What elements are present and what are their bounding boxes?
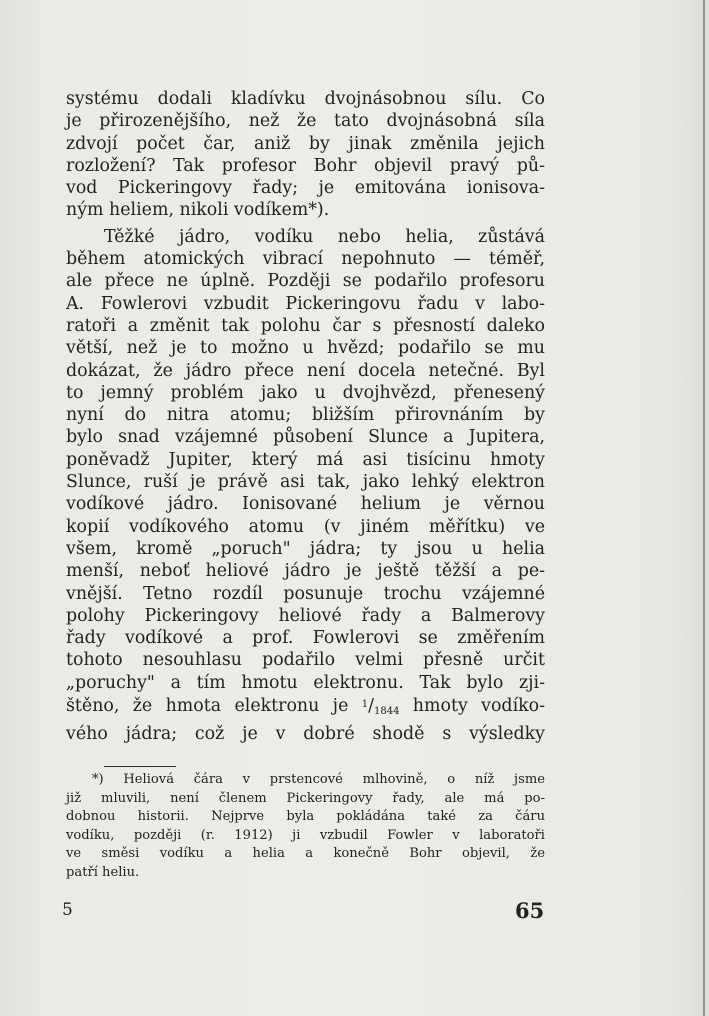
text-line: ným heliem, nikoli vodíkem*).	[66, 200, 330, 221]
text-line: vnější. Tetno rozdíl posunuje trochu vzájemné	[66, 583, 545, 604]
text-line: všem, kromě „poruch" jádra; ty jsou u helia	[66, 538, 545, 559]
text-line: to jemný problém jako u dvojhvězd, přenesený	[66, 382, 545, 403]
text-line: ratoři a změnit tak polohu čar s přesností daleko	[66, 315, 545, 336]
text-line: menší, neboť heliové jádro je ještě těžší a pe-	[66, 561, 545, 582]
text-line: kopií vodíkového atomu (v jiném měřítku) ve	[66, 516, 545, 537]
fraction-numerator: 1	[361, 699, 369, 711]
text-fragment: štěno, že hmota elektronu je	[66, 696, 349, 717]
footnote-line: patří heliu.	[66, 864, 140, 880]
page-edge	[703, 0, 705, 1016]
text-line: během atomických vibrací nepohnuto — téměř,	[66, 249, 545, 270]
text-line: zdvojí počet čar, aniž by jinak změnila jejich	[66, 133, 545, 154]
text-fragment: hmoty vodíko-	[399, 696, 546, 717]
text-line: větší, než je to možno u hvězd; podařilo se mu	[66, 338, 545, 359]
text-line: dokázat, že jádro přece není docela netečné. Byl	[66, 360, 545, 381]
footnote-line: ve směsi vodíku a helia a konečně Bohr objevil, že	[66, 846, 545, 861]
paragraph-2	[66, 226, 545, 746]
text-line: je přirozenějšího, než že tato dvojnásobná síla	[66, 111, 545, 132]
text-line: systému dodali kladívku dvojnásobnou sílu. Co	[66, 89, 545, 109]
body-text	[66, 88, 545, 746]
footnote-line: již mluvili, není členem Pickeringovy řady, ale má po-	[66, 790, 545, 806]
page-number: 65	[515, 898, 545, 923]
text-line: bylo snad vzájemné působení Slunce a Jupitera,	[66, 427, 545, 448]
text-line: rozložení? Tak profesor Bohr objevil pravý pů-	[66, 155, 545, 176]
text-line: nyní do nitra atomu; bližším přirovnáním by	[66, 405, 545, 426]
text-line: polohy Pickeringovy heliové řady a Balmerovy	[66, 605, 545, 626]
paragraph-1	[66, 88, 545, 222]
text-line: vodíkové jádro. Ionisované helium je věrnou	[66, 494, 545, 515]
text-line: „poruchy" a tím hmotu elektronu. Tak bylo zji-	[66, 672, 545, 693]
text-line: A. Fowlerovi vzbudit Pickeringovu řadu v labo-	[66, 293, 545, 314]
text-line: poněvadž Jupiter, který má asi tisícinu hmoty	[66, 449, 545, 470]
fraction-denominator: 1844	[373, 706, 400, 718]
signature-mark: 5	[62, 900, 73, 920]
footnote-line: vodíku, později (r. 1912) ji vzbudil Fowler v laboratoři	[66, 827, 545, 843]
text-line: vod Pickeringovy řady; je emitována ionisova-	[66, 178, 545, 199]
footnote-line: dobnou historii. Nejprve byla pokládána také za čáru	[66, 809, 545, 824]
text-line: tohoto nesouhlasu podařilo velmi přesně určit	[66, 650, 545, 671]
text-line: ale přece ne úplně. Později se podařilo profesoru	[66, 271, 545, 292]
footnote-line: *) Heliová čára v prstencové mlhovině, o níž jsme	[92, 772, 545, 787]
text-line: vého jádra; což je v dobré shodě s výsledky	[66, 724, 545, 745]
text-line: řady vodíkové a prof. Fowlerovi se změřením	[66, 628, 545, 649]
text-line: Slunce, ruší je právě asi tak, jako lehký elektron	[66, 472, 545, 493]
footnote	[66, 771, 545, 882]
text-line-with-fraction: štěno, že hmota elektronu je $^1/_{1844}$ hmoty vodíko-	[66, 696, 546, 718]
footnote-rule	[104, 766, 176, 767]
text-line: Těžké jádro, vodíku nebo helia, zůstává	[104, 226, 545, 247]
